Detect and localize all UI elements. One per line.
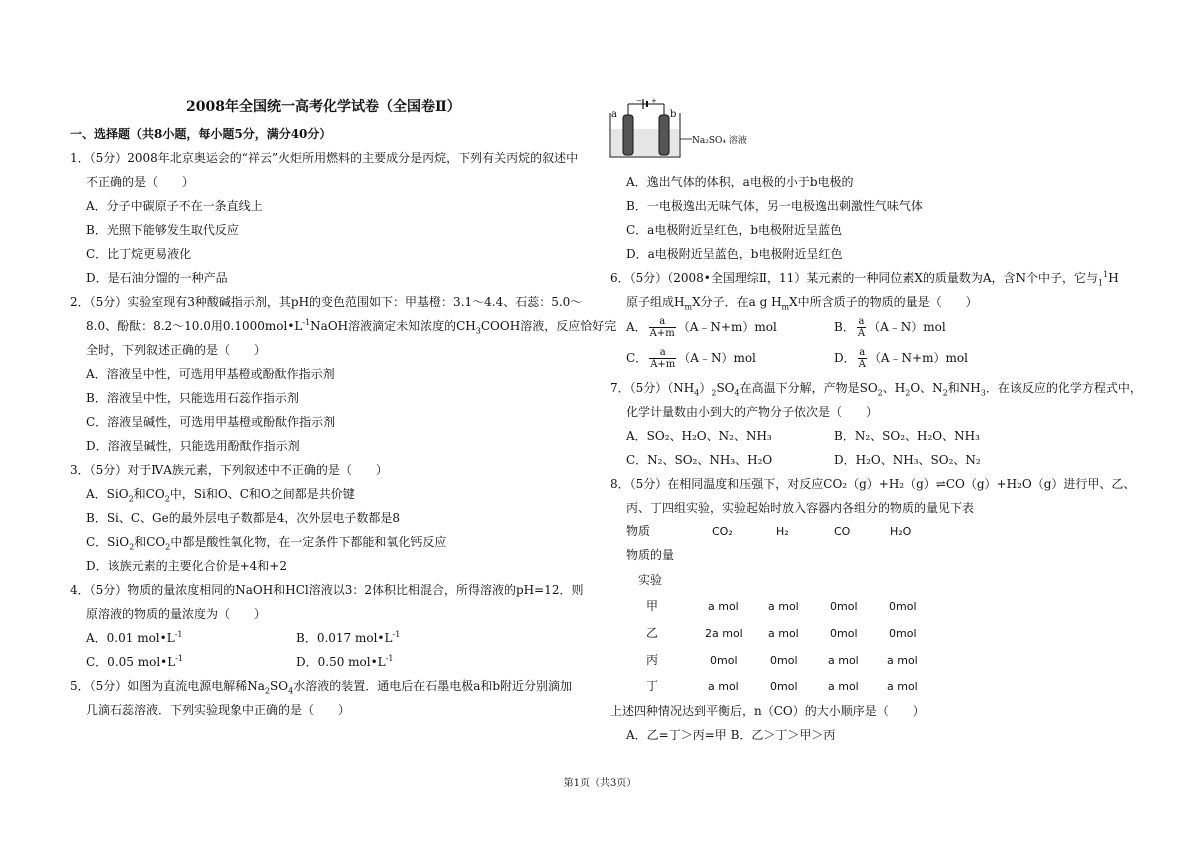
q2-stem-line1: 2．（5分）实验室现有3种酸碱指示剂，其pH的变色范围如下：甲基橙：3.1～4.4、石蕊：5.0～	[70, 295, 583, 309]
svg-text:−: −	[636, 97, 642, 105]
table-header-cell: H₂O	[890, 525, 912, 538]
q4-option-d: D．0.50 $mol•L^{-1}$	[296, 654, 394, 669]
table-cell: a mol	[887, 680, 918, 693]
power-source-icon	[628, 97, 664, 109]
q1-stem-line2: 不正确的是（ ）	[86, 175, 195, 189]
table-cell: 0mol	[770, 654, 798, 667]
electrode-a-label: a	[611, 109, 617, 120]
q2-stem-line2: 8.0、酚酞：8.2～10.0用$0.1000mol•L^{-1}NaOH$溶液滴定未知浓度的$CH_3COOH$溶液，反应恰好完	[86, 318, 617, 336]
q7-stem-line2: 化学计量数由小到大的产物分子依次是（ ）	[626, 405, 879, 419]
table-header-cell: CO	[834, 525, 851, 538]
q6-stem-line2: 原子组成$H_mX$分子．在a g $H_mX$中所含质子的物质的量是（ ）	[626, 295, 978, 312]
table-cell: 0mol	[889, 600, 917, 613]
q8-stem-line1: 8．（5分）在相同温度和压强下，对反应CO₂（g）+H₂（g）⇌CO（g）+H₂O（g）进行甲、乙、	[610, 477, 1136, 491]
solution-label: Na₂SO₄ 溶液	[692, 136, 747, 146]
table-cell: 0mol	[830, 600, 858, 613]
q4-option-c: C．0.05 $mol•L^{-1}$	[86, 654, 184, 669]
electrode-a	[623, 115, 633, 155]
q6-stem-line1: 6．（5分）（2008•全国理综Ⅱ，11）某元素的一种同位素X的质量数为A，含N个中子，它与$_1^1$H	[610, 270, 1119, 288]
q3-option-d: D．该族元素的主要化合价是+4和+2	[86, 559, 288, 573]
q5-option-c: C．a电极附近呈红色，b电极附近呈蓝色	[626, 223, 843, 237]
table-cell: a mol	[768, 627, 799, 640]
table-cell: 0mol	[889, 627, 917, 640]
q4-stem-line1: 4．（5分）物质的量浓度相同的NaOH和HCl溶液以3：2体积比相混合，所得溶液的pH=12．则	[70, 583, 584, 597]
q2-option-a: A．溶液呈中性，可选用甲基橙或酚酞作指示剂	[86, 367, 335, 381]
table-cell: a mol	[768, 600, 799, 613]
table-cell: 2a mol	[705, 627, 743, 640]
q3-option-a: A．SiO$_2$和$CO_2$中，Si和O、C和O之间都是共价键	[86, 487, 355, 504]
q6-option-b: B． $\frac{a}{A}$ （A﹣N）mol	[834, 316, 946, 339]
q2-option-d: D．溶液呈碱性，只能选用酚酞作指示剂	[86, 439, 300, 453]
q7-option-a: A．SO₂、H₂O、N₂、NH₃	[626, 429, 772, 443]
q5-stem-line1: 5．（5分）如图为直流电源电解稀$Na_2SO_4$水溶液的装置．通电后在石墨电极a和b附近分别滴加	[70, 679, 573, 696]
table-cell: a mol	[887, 654, 918, 667]
q1-option-c: C．比丁烷更易液化	[86, 247, 192, 261]
electrolysis-diagram	[606, 95, 756, 165]
section-heading: 一、选择题（共8小题，每小题5分，满分40分）	[70, 127, 332, 141]
q6-option-a: A． $\frac{a}{A+m}$ （A﹣N+m）mol	[626, 316, 777, 339]
q4-option-a: A．0.01 $mol•L^{-1}$	[86, 630, 183, 645]
q2-option-c: C．溶液呈碱性，可选用甲基橙或酚酞作指示剂	[86, 415, 336, 429]
q3-option-c: C．SiO$_2$和$CO_2$中都是酸性氧化物，在一定条件下都能和氧化钙反应	[86, 535, 447, 552]
q3-option-b: B．Si、C、Ge的最外层电子数都是4，次外层电子数都是8	[86, 511, 401, 525]
q5-option-a: A．逸出气体的体积，a电极的小于b电极的	[626, 175, 854, 189]
table-corner-experiment: 实验	[638, 573, 663, 587]
table-cell: 0mol	[710, 654, 738, 667]
table-cell: 0mol	[830, 627, 858, 640]
q1-option-b: B．光照下能够发生取代反应	[86, 223, 239, 237]
q8-options: A．乙=丁＞丙=甲 B．乙＞丁＞甲＞丙	[626, 728, 836, 742]
q7-option-c: C．N₂、SO₂、NH₃、H₂O	[626, 453, 773, 467]
table-cell: 0mol	[770, 680, 798, 693]
q3-stem: 3．（5分）对于ⅣA族元素，下列叙述中不正确的是（ ）	[70, 463, 388, 477]
table-row-label: 丙	[646, 653, 659, 667]
table-header-cell: H₂	[776, 525, 789, 538]
table-corner-amount: 物质的量	[626, 548, 675, 562]
q4-option-b: B．0.017 $mol•L^{-1}$	[296, 630, 401, 645]
electrode-b	[659, 115, 669, 155]
q1-option-a: A．分子中碳原子不在一条直线上	[86, 199, 263, 213]
q1-stem-line1: 1．（5分）2008年北京奥运会的“祥云”火炬所用燃料的主要成分是丙烷，下列有关丙烷的叙述中	[70, 151, 579, 165]
table-row-label: 甲	[646, 599, 659, 613]
q6-option-c: C． $\frac{a}{A+m}$ （A﹣N）mol	[626, 347, 756, 370]
table-cell: a mol	[828, 680, 859, 693]
q7-option-d: D．H₂O、NH₃、SO₂、N₂	[834, 453, 981, 467]
q5-option-b: B．一电极逸出无味气体，另一电极逸出刺激性气味气体	[626, 199, 923, 213]
table-row-label: 丁	[646, 679, 659, 693]
q8-stem-line3: 上述四种情况达到平衡后，n（CO）的大小顺序是（ ）	[610, 704, 925, 718]
electrode-b-label: b	[670, 109, 677, 120]
table-row-label: 乙	[646, 626, 659, 640]
table-header-cell: CO₂	[712, 525, 733, 538]
q8-stem-line2: 丙、丁四组实验，实验起始时放入容器内各组分的物质的量见下表	[626, 501, 975, 515]
q2-stem-line3: 全时，下列叙述正确的是（ ）	[86, 343, 267, 357]
table-cell: a mol	[828, 654, 859, 667]
q5-stem-line2: 几滴石蕊溶液．下列实验现象中正确的是（ ）	[86, 703, 351, 717]
table-corner-substance: 物质	[626, 524, 651, 538]
q4-stem-line2: 原溶液的物质的量浓度为（ ）	[86, 607, 267, 621]
q2-option-b: B．溶液呈中性，只能选用石蕊作指示剂	[86, 391, 299, 405]
page-title: 2008年全国统一高考化学试卷（全国卷Ⅱ）	[186, 99, 461, 115]
q1-option-d: D．是石油分馏的一种产品	[86, 271, 228, 285]
table-cell: a mol	[708, 680, 739, 693]
q7-stem-line1: 7．（5分）$(NH_4)_2SO_4$在高温下分解，产物是$SO_2$、$H_2O$、$N_2$和$NH_3$．在该反应的化学方程式中，	[610, 381, 1142, 398]
q7-option-b: B．N₂、SO₂、H₂O、NH₃	[834, 429, 980, 443]
svg-text:+: +	[651, 97, 657, 105]
q5-option-d: D．a电极附近呈蓝色，b电极附近呈红色	[626, 247, 843, 261]
q6-option-d: D． $\frac{a}{A}$ （A﹣N+m）mol	[834, 347, 968, 370]
table-cell: a mol	[708, 600, 739, 613]
page-footer: 第1页（共3页）	[563, 778, 637, 789]
